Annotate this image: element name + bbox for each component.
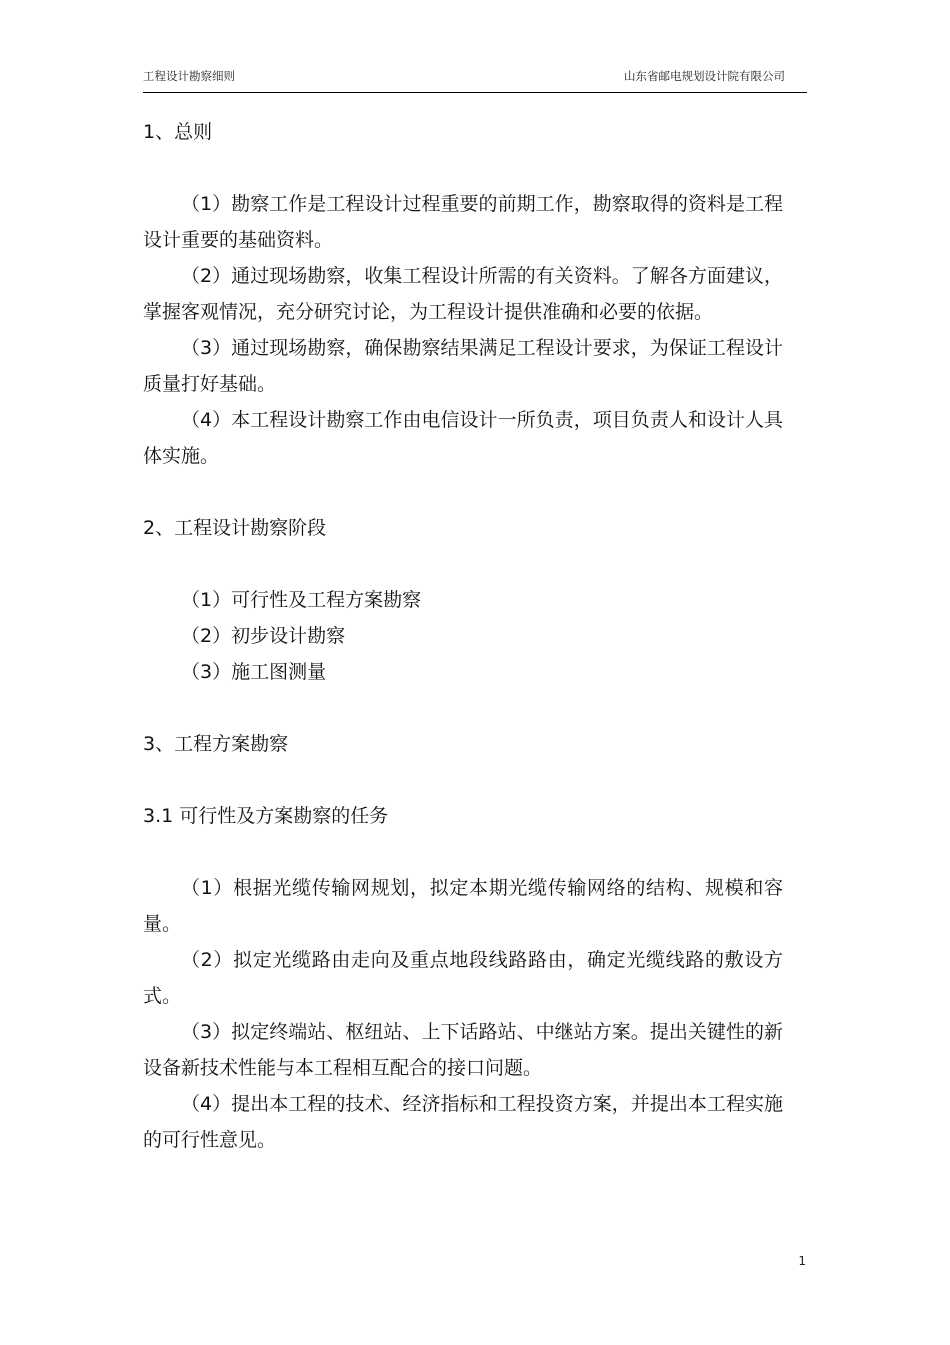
page-number: 1 [798,1254,806,1268]
list-item: （2）初步设计勘察 [181,625,346,647]
paragraph: （1）根据光缆传输网规划，拟定本期光缆传输网络的结构、规模和容量。 [143,877,783,935]
list-item: （3）施工图测量 [181,661,327,683]
header-company-name: 山东省邮电规划设计院有限公司 [624,69,785,83]
section-heading-scheme-survey: 3、工程方案勘察 [143,733,289,755]
paragraph: （2）拟定光缆路由走向及重点地段线路路由，确定光缆线路的敷设方式。 [143,949,783,1007]
subsection-heading-tasks: 3.1 可行性及方案勘察的任务 [143,805,389,827]
paragraph: （4）提出本工程的技术、经济指标和工程投资方案，并提出本工程实施的可行性意见。 [143,1093,783,1151]
paragraph: （3）拟定终端站、枢纽站、上下话路站、中继站方案。提出关键性的新设备新技术性能与本工程相互配合的接口问题。 [143,1021,783,1079]
paragraph: （3）通过现场勘察，确保勘察结果满足工程设计要求，为保证工程设计质量打好基础。 [143,337,783,395]
header-document-title: 工程设计勘察细则 [143,69,235,83]
page-header [143,66,807,93]
document-body [143,114,783,1158]
section-heading-stages: 2、工程设计勘察阶段 [143,517,327,539]
section-heading-general: 1、总则 [143,121,213,143]
list-item: （1）可行性及工程方案勘察 [181,589,422,611]
paragraph: （2）通过现场勘察，收集工程设计所需的有关资料。了解各方面建议，掌握客观情况，充分研究讨论，为工程设计提供准确和必要的依据。 [143,265,783,323]
paragraph: （4）本工程设计勘察工作由电信设计一所负责，项目负责人和设计人具体实施。 [143,409,783,467]
paragraph: （1）勘察工作是工程设计过程重要的前期工作，勘察取得的资料是工程设计重要的基础资料。 [143,193,783,251]
